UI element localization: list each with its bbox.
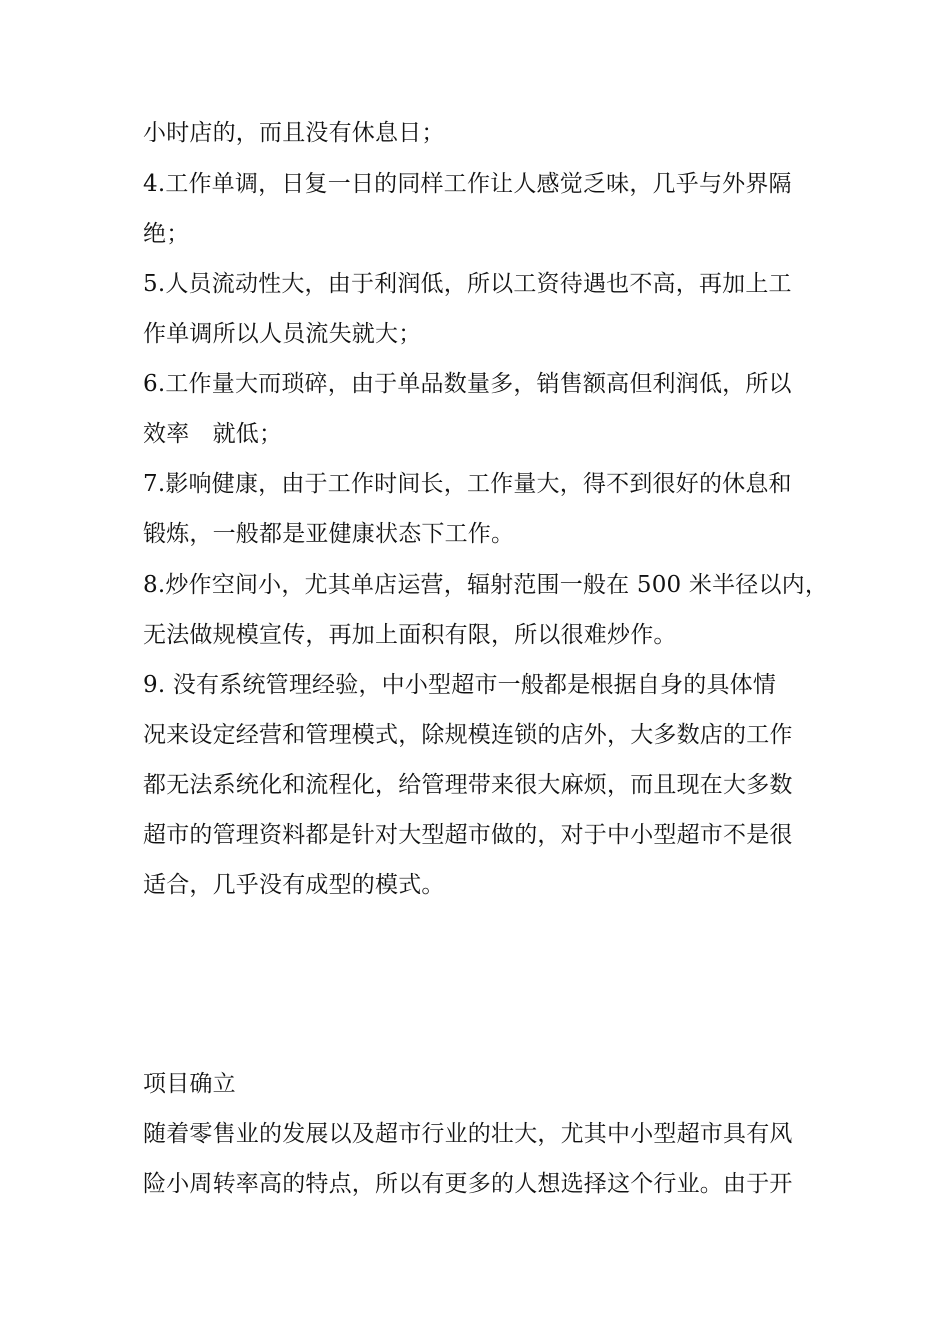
text-line: 适合，几乎没有成型的模式。 [143, 872, 445, 898]
text-line: 6.工作量大而琐碎，由于单品数量多，销售额高但利润低，所以 [143, 371, 792, 397]
text-line: 无法做规模宣传，再加上面积有限，所以很难炒作。 [143, 622, 677, 648]
text-line: 小时店的，而且没有休息日； [143, 120, 445, 146]
text-line: 8.炒作空间小，尤其单店运营，辐射范围一般在 500 米半径以内， [143, 572, 829, 598]
text-line: 作单调所以人员流失就大； [143, 321, 422, 347]
text-line: 险小周转率高的特点，所以有更多的人想选择这个行业。由于开 [143, 1171, 793, 1197]
section-heading: 项目确立 [143, 1071, 236, 1097]
text-line: 5.人员流动性大，由于利润低，所以工资待遇也不高，再加上工 [143, 271, 792, 297]
text-line: 绝； [143, 221, 190, 247]
text-line: 都无法系统化和流程化，给管理带来很大麻烦，而且现在大多数 [143, 772, 793, 798]
text-line: 9. 没有系统管理经验，中小型超市一般都是根据自身的具体情 [143, 672, 777, 698]
text-line: 况来设定经营和管理模式，除规模连锁的店外，大多数店的工作 [143, 722, 793, 748]
text-line: 锻炼，一般都是亚健康状态下工作。 [143, 521, 515, 547]
text-line: 随着零售业的发展以及超市行业的壮大，尤其中小型超市具有风 [143, 1121, 793, 1147]
text-line: 4.工作单调，日复一日的同样工作让人感觉乏味，几乎与外界隔 [143, 171, 792, 197]
text-line: 7.影响健康，由于工作时间长，工作量大，得不到很好的休息和 [143, 471, 792, 497]
text-line: 超市的管理资料都是针对大型超市做的，对于中小型超市不是很 [143, 822, 793, 848]
text-line: 效率 就低； [143, 421, 283, 447]
